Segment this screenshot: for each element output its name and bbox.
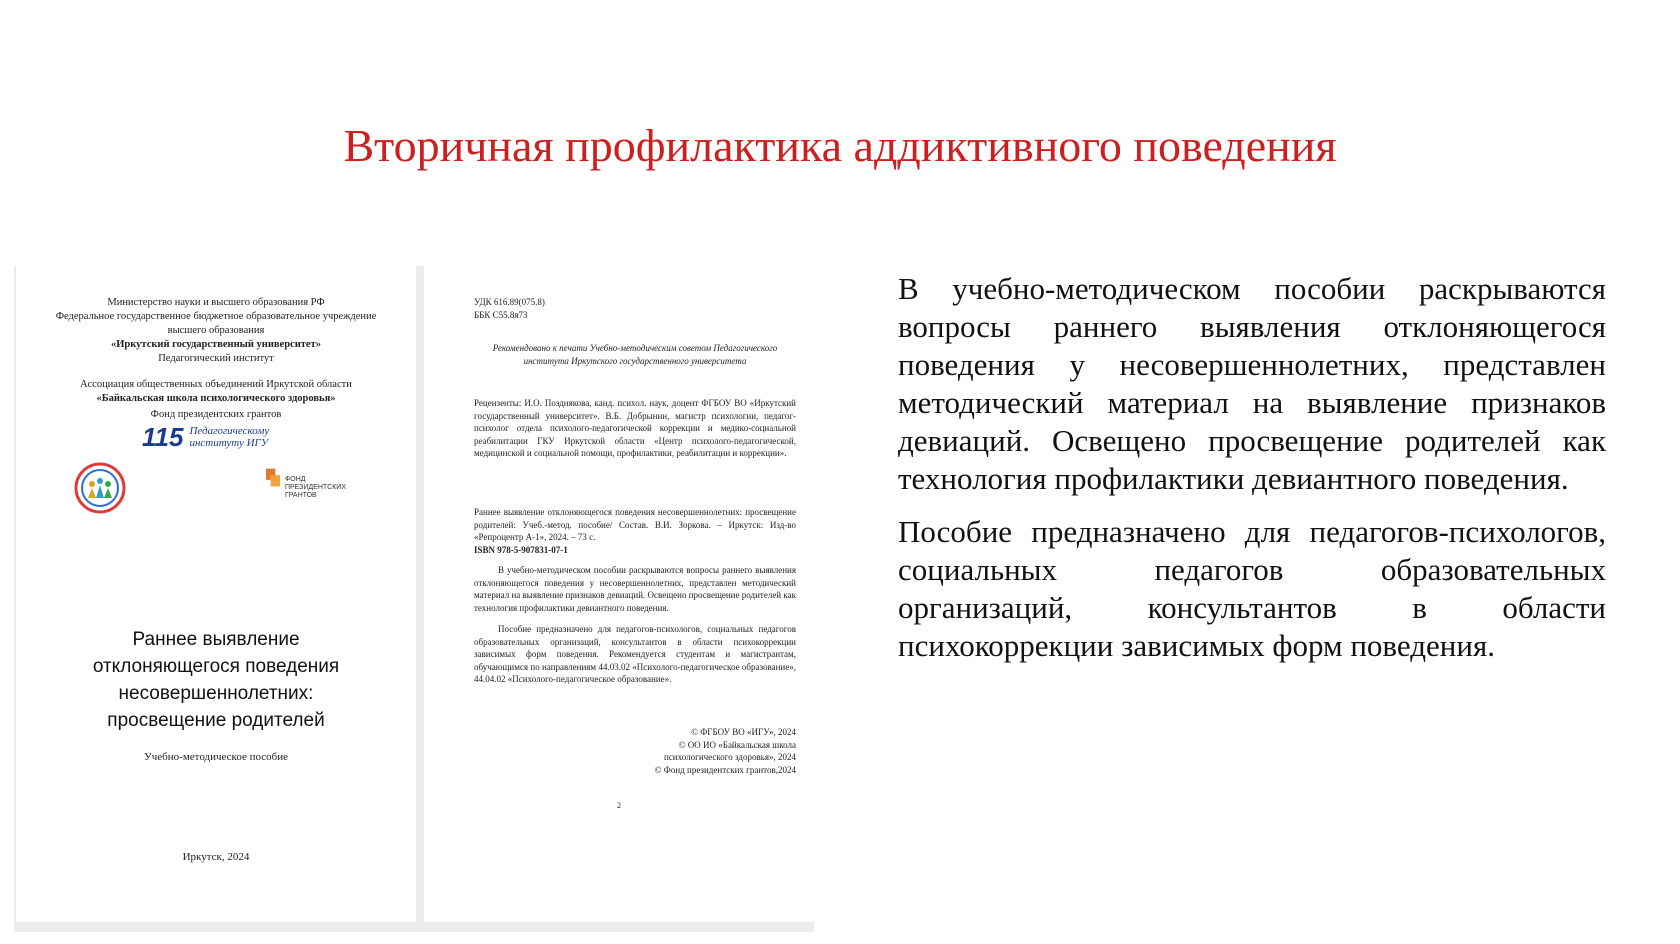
cover-title (16, 626, 416, 734)
cover-assoc-line: Ассоциация общественных объединений Иркутской области (80, 379, 352, 390)
badge-text-line: институту ИГУ (189, 437, 269, 449)
cover-title-line: отклоняющегося поведения (92, 656, 340, 677)
cover-subtitle: Учебно-методическое пособие (143, 751, 289, 763)
slide-body (898, 270, 1606, 680)
page-number: 2 (617, 801, 621, 810)
bbk-code: ББК С55.8я73 (474, 310, 528, 320)
copyright-line: © ОО ИО «Байкальская школа (678, 739, 796, 750)
cover-fund: Фонд президентских грантов (150, 409, 282, 420)
document-preview (14, 266, 814, 932)
grants-logo-label: ФОНД ПРЕЗИДЕНТСКИХ ГРАНТОВ (284, 476, 346, 499)
slide-title: Вторичная профилактика аддиктивного поведения (343, 120, 1337, 171)
audience: Пособие предназначено для педагогов-психологов, социальных педагогов образовательных организаций, консультантов в области психокоррекции зависимых форм поведения. Рекомендуется студентам и магистрантам, обучающимся по направлениям 44.03.02 «Психолого-педагогическое образование», 44.04.02 «Психолого-педагогическое образование». (474, 624, 796, 684)
abstract: В учебно-методическом пособии раскрываются вопросы раннего выявления отклоняющегося поведения у несовершеннолетних, представлен методический материал на выявление признаков девиаций. Освещено просвещение родителей как технология профилактики девиантного поведения. (474, 565, 796, 613)
copyright-line: © Фонд президентских грантов,2024 (654, 764, 796, 775)
cover-header-line: высшего образования (167, 325, 265, 336)
cover-title-line: просвещение родителей (107, 710, 325, 731)
reviewers: Рецензенты: И.О. Позднякова, канд. психол. наук, доцент ФГБОУ ВО «Иркутский государственный университет». В.Б. Добрынин, магистр психологии, педагог-психолог отдела психолого-педагогической коррекции и медико-социальной реабилитации ГКУ Иркутской области «Центр психолого-педагогической, медицинской и социальной помощи, профилактики, реабилитации и коррекции». (474, 398, 796, 458)
recommendation: Рекомендовано к печати Учебно-методическим советом Педагогического института Иркутского государственного университета (492, 343, 778, 366)
grants-logo (266, 468, 346, 508)
cover-city-year: Иркутск, 2024 (182, 851, 250, 863)
cover-header (16, 296, 416, 406)
copyright-line: психологического здоровья», 2024 (663, 752, 796, 762)
badge-text-line: Педагогическому (189, 425, 270, 437)
cover-assoc-line: «Байкальская школа психологического здоровья» (96, 393, 336, 404)
cover-header-line: «Иркутский государственный университет» (111, 339, 321, 350)
imprint-page (424, 266, 814, 922)
badge-number: 115 (142, 421, 184, 452)
body-paragraph: В учебно-методическом пособии раскрываются вопросы раннего выявления отклоняющегося поведения у несовершеннолетних, представлен методический материал на выявление признаков девиаций. Освещено просвещение родителей как технология профилактики девиантного поведения. (898, 271, 1606, 496)
copyright-line: © ФГБОУ ВО «ИГУ», 2024 (691, 727, 796, 737)
book-cover-page (16, 266, 416, 922)
cover-header-line: Педагогический институт (158, 353, 274, 364)
citation: Раннее выявление отклоняющегося поведения несовершеннолетних: просвещение родителей: Учеб.-метод. пособие/ Состав. В.И. Зоркова. – Иркутск: Изд-во «Репроцентр А-1», 2024. – 73 с. (474, 507, 796, 542)
badge-text (189, 425, 269, 449)
isbn: ISBN 978-5-907831-07-1 (474, 545, 568, 555)
udk-code: УДК 616.89(075.8) (474, 297, 545, 307)
anniversary-badge (142, 421, 297, 453)
school-logo-icon (74, 462, 126, 514)
body-paragraph: Пособие предназначено для педагогов-психологов, социальных педагогов образовательных организаций, консультантов в области психокоррекции зависимых форм поведения. (898, 514, 1606, 663)
grants-logo-icon (266, 468, 281, 488)
cover-header-line: Министерство науки и высшего образования РФ (107, 297, 325, 308)
cover-title-line: Раннее выявление (132, 629, 300, 650)
cover-header-line: Федеральное государственное бюджетное образовательное учреждение (55, 311, 377, 322)
cover-title-line: несовершеннолетних: (118, 683, 314, 704)
copyright-block (474, 726, 796, 776)
